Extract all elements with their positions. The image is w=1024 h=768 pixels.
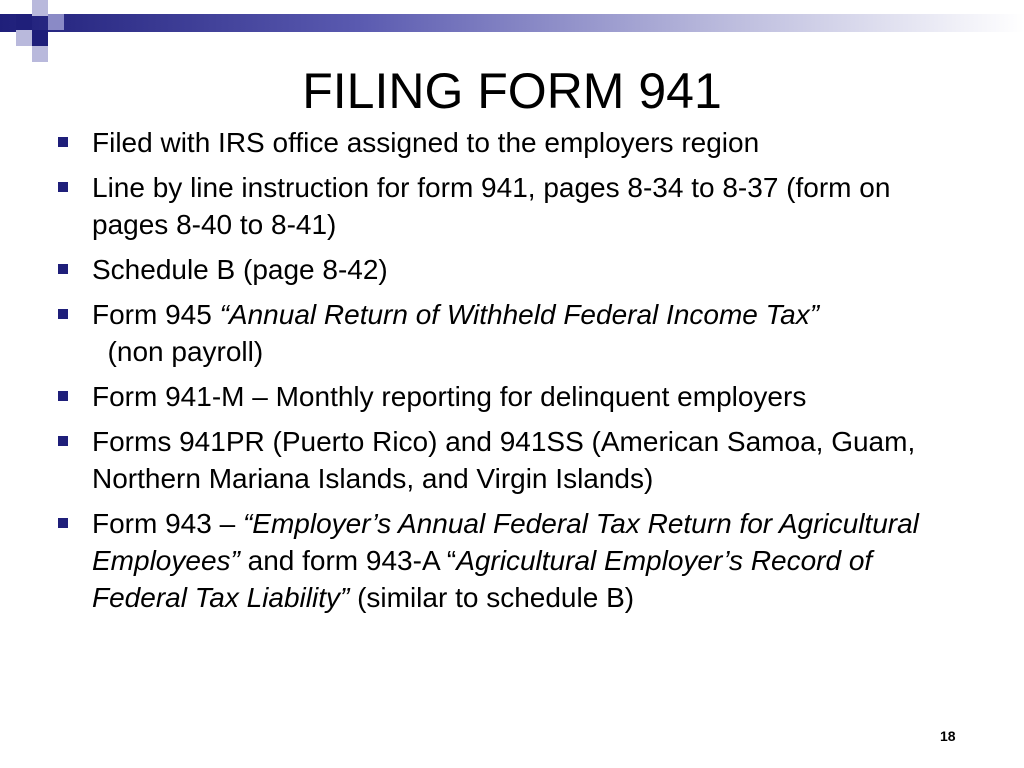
bullet-text: Form 941-M – Monthly reporting for delinquent employers [92,381,807,412]
bullet-text-middle: and form 943-A “ [239,545,457,576]
bullet-text-prefix: Form 945 [92,299,220,330]
bullet-item [56,423,956,497]
form-943a-title: Agricultural Employer’s Record of Federal Tax Liability” [92,545,873,613]
bullet-item [56,251,956,288]
square-bullet-icon [58,264,68,274]
bullet-list [56,124,956,624]
bullet-item [56,296,956,370]
bullet-text: Filed with IRS office assigned to the employers region [92,127,760,158]
bullet-text-prefix: Form 943 – [92,508,243,539]
header-gradient-bar [0,14,1024,32]
bullet-item [56,124,956,161]
bullet-text-suffix: (similar to schedule B) [349,582,635,613]
bullet-item [56,378,956,415]
square-bullet-icon [58,436,68,446]
bullet-item [56,505,956,616]
slide-number: 18 [940,728,956,744]
form-945-title: “Annual Return of Withheld Federal Income Tax” [219,299,820,330]
bullet-text-suffix: (non payroll) [92,336,264,367]
square-bullet-icon [58,518,68,528]
slide-title: FILING FORM 941 [302,63,722,119]
bullet-text: Schedule B (page 8-42) [92,254,388,285]
square-bullet-icon [58,182,68,192]
bullet-item [56,169,956,243]
square-bullet-icon [58,309,68,319]
bullet-text: Line by line instruction for form 941, pages 8-34 to 8-37 (form on pages 8-40 to 8-41) [92,172,891,240]
square-bullet-icon [58,391,68,401]
square-bullet-icon [58,137,68,147]
bullet-text: Forms 941PR (Puerto Rico) and 941SS (American Samoa, Guam, Northern Mariana Islands, and Virgin Islands) [92,426,916,494]
form-943-title: “Employer’s Annual Federal Tax Return for Agricultural Employees” [92,508,919,576]
